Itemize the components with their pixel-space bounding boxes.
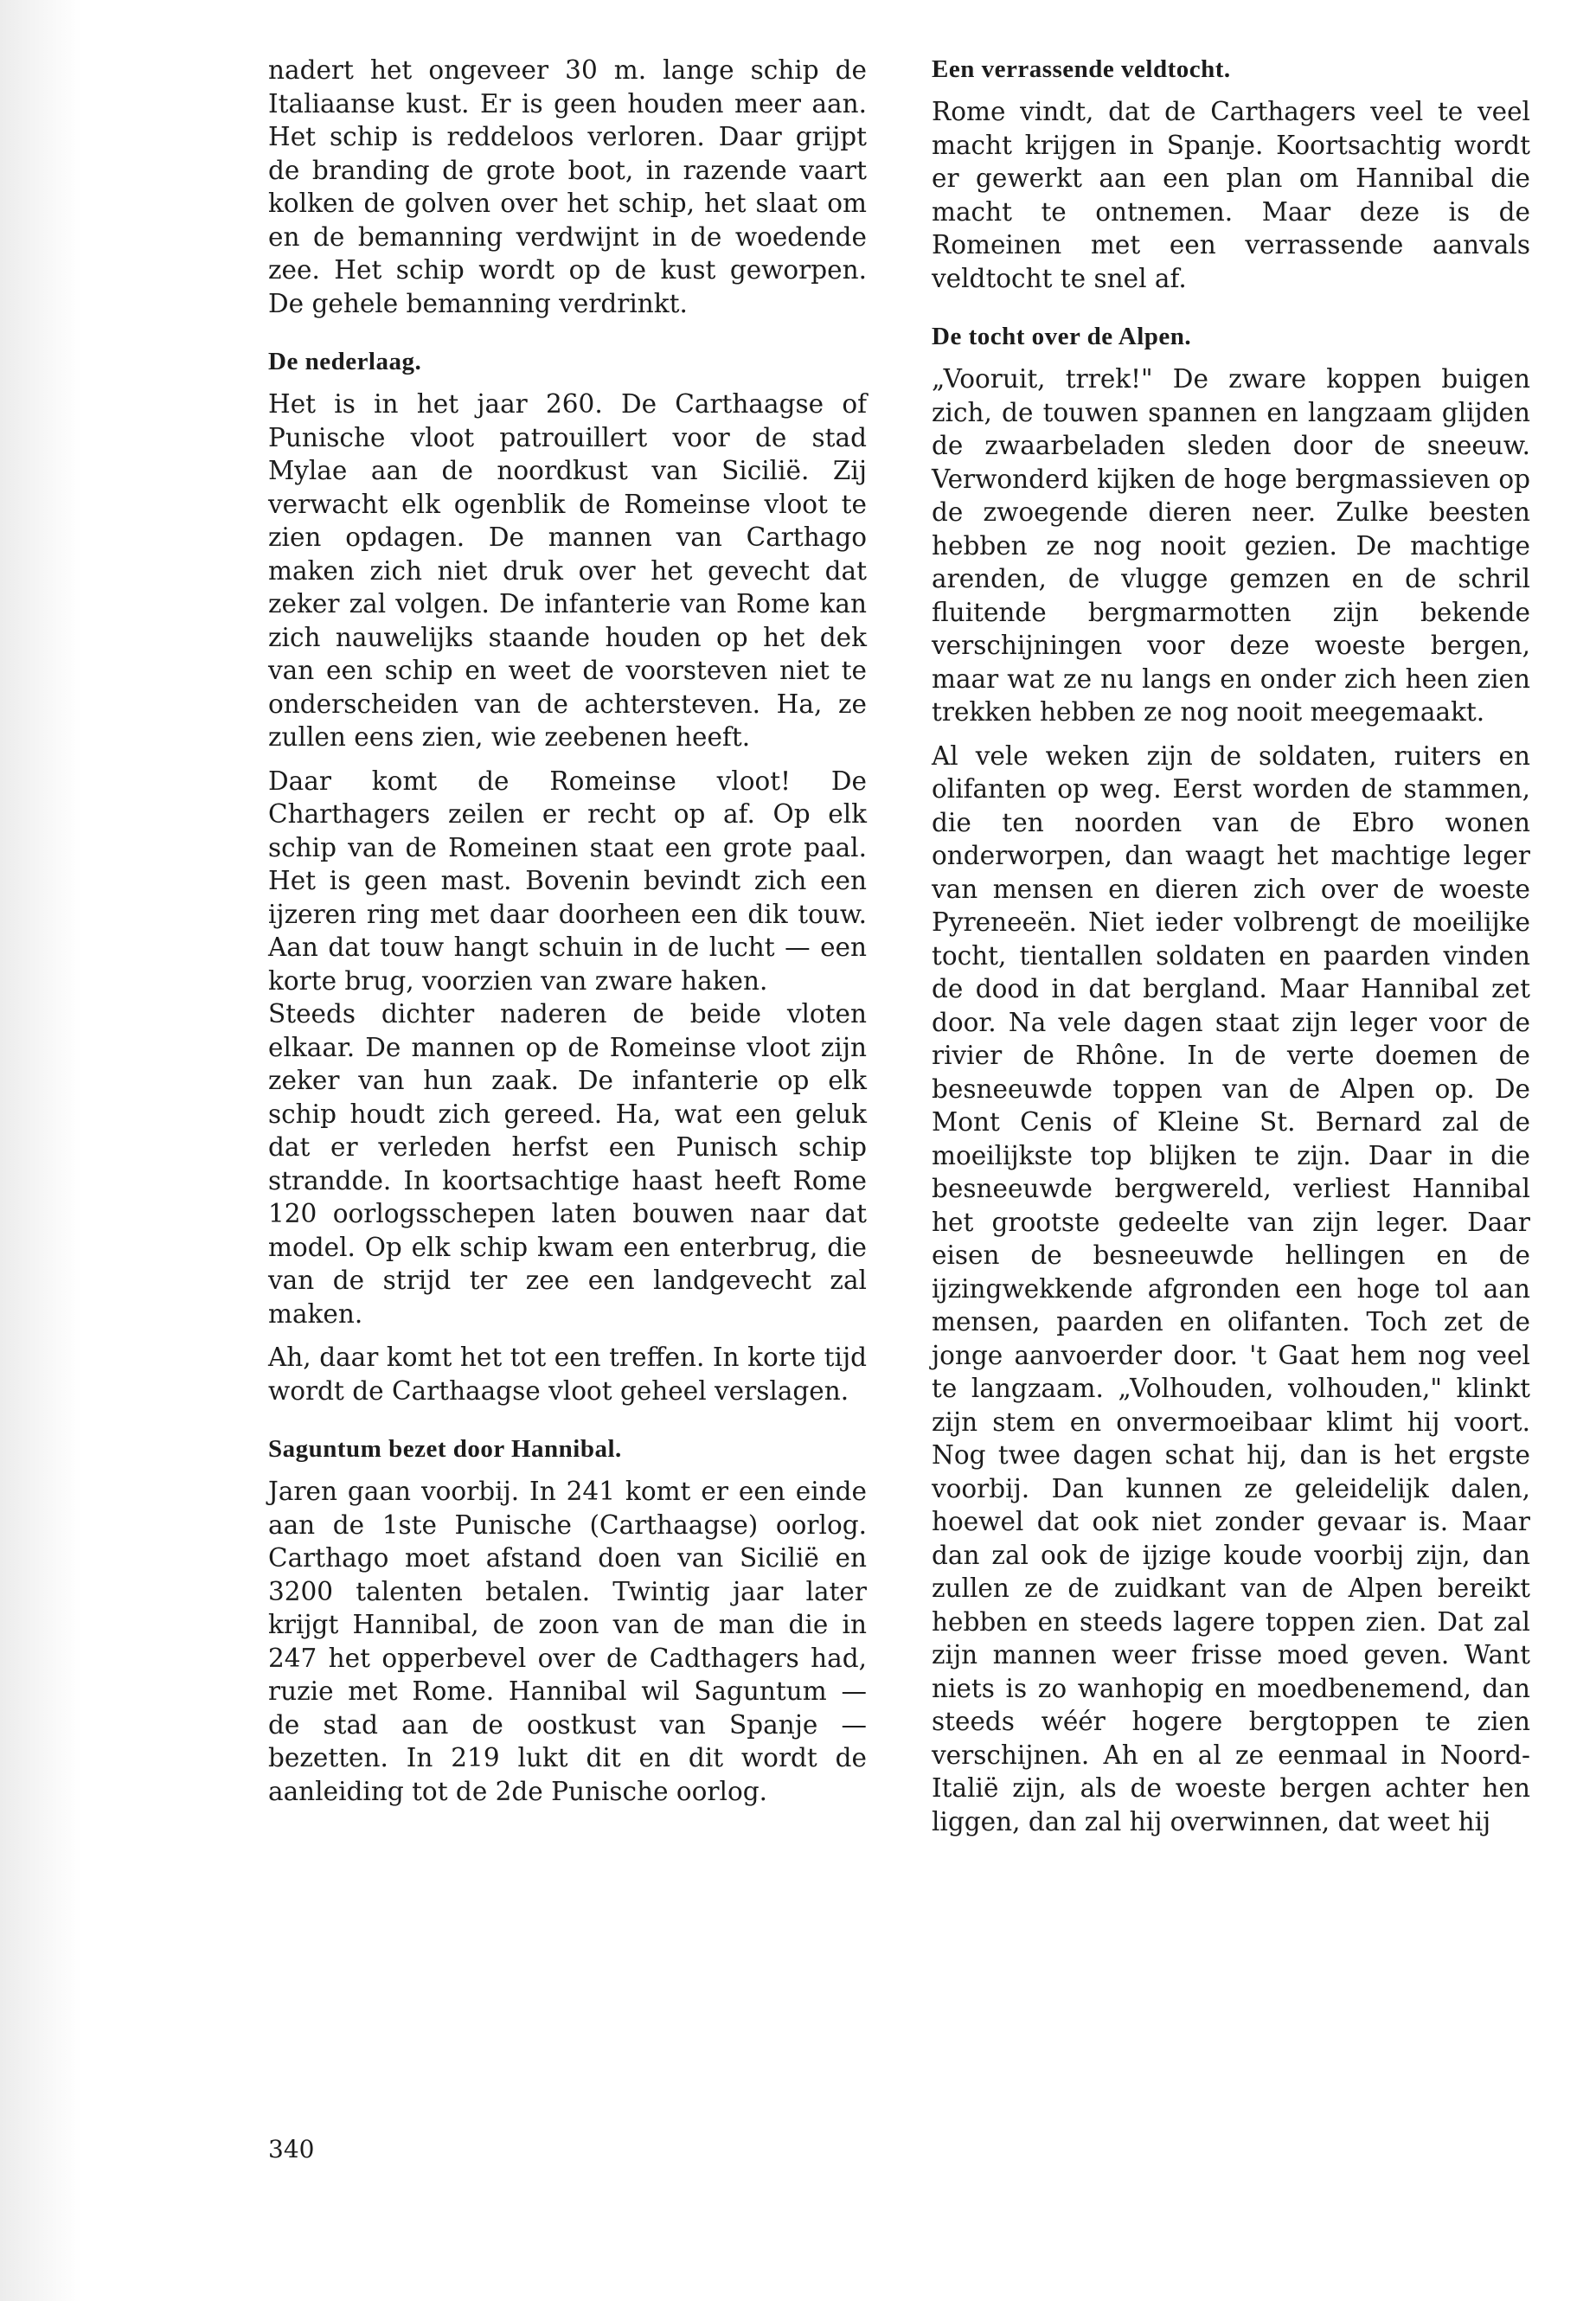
section-heading-alpen: De tocht over de Alpen. <box>932 323 1192 350</box>
paragraph: Jaren gaan voorbij. In 241 komt er een einde aan de 1ste Punische (Carthaagse) oorlog. Carthago moet afstand doen van Sicilië en 3200 talenten betalen. Twintig jaar later krijgt Hannibal, de zoon van de man die in 247 het opperbevel over de Cadthagers had, ruzie met Rome. Hannibal wil Saguntum — de stad aan de oostkust van Spanje — bezetten. In 219 lukt dit en dit wordt de aanleiding tot de 2de Punische oorlog. <box>268 1477 867 1806</box>
paragraph: „Vooruit, trrek!" De zware koppen buigen zich, de touwen spannen en langzaam glijden de zwaarbeladen sleden door de sneeuw. Verwonderd kijken de hoge bergmassieven op de zwoegende dieren neer. Zulke beesten hebben ze nog nooit gezien. De machtige arenden, de vlugge gemzen en de schril fluitende bergmarmotten zijn bekende verschijningen voor deze woeste bergen, maar wat ze nu langs en onder zich heen zien trekken hebben ze nog nooit meegemaakt. <box>932 364 1530 727</box>
paragraph: Rome vindt, dat de Carthagers veel te veel macht krijgen in Spanje. Koortsachtig wordt er gewerkt aan een plan om Hannibal die macht te ontnemen. Maar deze is de Romeinen met een verrassende aanvals veldtocht te snel af. <box>932 97 1530 293</box>
left-column <box>268 54 867 1818</box>
page-number: 340 <box>268 2135 315 2163</box>
paragraph: nadert het ongeveer 30 m. lange schip de Italiaanse kust. Er is geen houden meer aan. Het schip is reddeloos verloren. Daar grijpt de branding de grote boot, in razende vaart kolken de golven over het schip, het slaat om en de bemanning verdwijnt in de woedende zee. Het schip wordt op de kust geworpen. De gehele bemanning verdrinkt. <box>268 55 867 318</box>
right-column <box>932 54 1530 1849</box>
paragraph: Steeds dichter naderen de beide vloten elkaar. De mannen op de Romeinse vloot zijn zeker van hun zaak. De infanterie op elk schip houdt zich gereed. Ha, wat een geluk dat er verleden herfst een Punisch schip strandde. In koortsachtige haast heeft Rome 120 oorlogsschepen laten bouwen naar dat model. Op elk schip kwam een enterbrug, die van de strijd ter zee een landgevecht zal maken. <box>268 999 867 1329</box>
paragraph: Ah, daar komt het tot een treffen. In korte tijd wordt de Carthaagse vloot geheel verslagen. <box>268 1343 867 1406</box>
scan-page-edge <box>0 0 82 2301</box>
paragraph: Al vele weken zijn de soldaten, ruiters en olifanten op weg. Eerst worden de stammen, die ten noorden van de Ebro wonen onderworpen, dan waagt het machtige leger van mensen en dieren zich over de woeste Pyreneeën. Niet ieder volbrengt de moeilijke tocht, tientallen soldaten en paarden vinden de dood in dat bergland. Maar Hannibal zet door. Na vele dagen staat zijn leger voor de rivier de Rhône. In de verte doemen de besneeuwde toppen van de Alpen op. De Mont Cenis of Kleine St. Bernard zal de moeilijkste top blijken te zijn. Daar in die besneeuwde bergwereld, verliest Hannibal het grootste gedeelte van zijn leger. Daar eisen de besneeuwde hellingen en de ijzingwekkende afgronden een hoge tol aan mensen, paarden en olifanten. Toch zet de jonge aanvoerder door. 't Gaat hem nog veel te langzaam. „Volhouden, volhouden," klinkt zijn stem en onvermoeibaar klimt hij voort. Nog twee dagen schat hij, dan is het ergste voorbij. Dan kunnen ze geleidelijk dalen, hoewel dat ook niet zonder gevaar is. Maar dan zal ook de ijzige koude voorbij zijn, dan zullen ze de zuidkant van de Alpen bereikt hebben en steeds lagere toppen zien. Dat zal zijn mannen weer frisse moed geven. Want niets is zo wanhopig en moedbenemend, dan steeds wéér hogere bergtoppen te zien verschijnen. Ah en al ze eenmaal in Noord-Italië zijn, als de woeste bergen achter hen liggen, dan zal hij overwinnen, dat weet hij <box>932 740 1530 1836</box>
section-heading-nederlaag: De nederlaag. <box>268 348 422 375</box>
paragraph: Het is in het jaar 260. De Carthaagse of Punische vloot patrouillert voor de stad Mylae aan de noordkust van Sicilië. Zij verwacht elk ogenblik de Romeinse vloot te zien opdagen. De mannen van Carthago maken zich niet druk over het gevecht dat zeker zal volgen. De infanterie van Rome kan zich nauwelijks staande houden op het dek van een schip en weet de voorsteven niet te onderscheiden van de achtersteven. Ha, ze zullen eens zien, wie zeebenen heeft. <box>268 389 867 752</box>
paragraph: Daar komt de Romeinse vloot! De Charthagers zeilen er recht op af. Op elk schip van de Romeinen staat een grote paal. Het is geen mast. Bovenin bevindt zich een ijzeren ring met daar doorheen een dik touw. Aan dat touw hangt schuin in de lucht — een korte brug, voorzien van zware haken. <box>268 766 867 996</box>
section-heading-saguntum: Saguntum bezet door Hannibal. <box>268 1435 622 1463</box>
section-heading-veldtocht: Een verrassende veldtocht. <box>932 55 1231 83</box>
